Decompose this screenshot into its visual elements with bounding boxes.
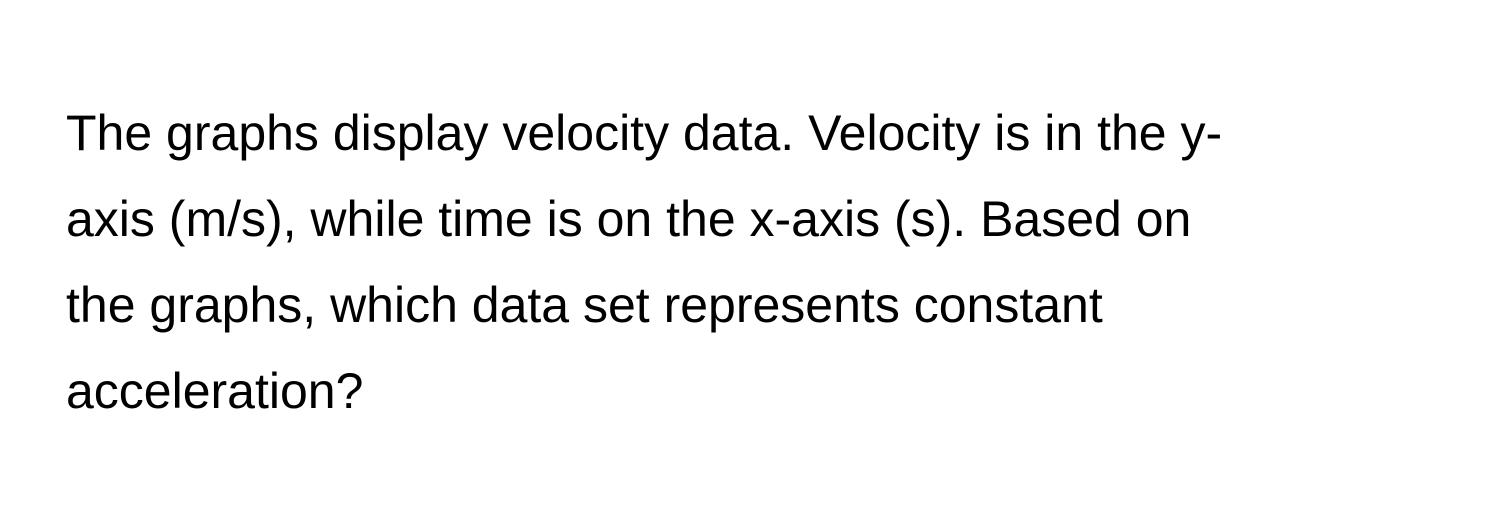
question-line-2: axis (m/s), while time is on the x-axis (s). Based on <box>66 191 1192 247</box>
question-line-4: acceleration? <box>66 363 364 419</box>
question-line-3: the graphs, which data set represents constant <box>66 277 1103 333</box>
question-text <box>66 90 1456 434</box>
question-line-1: The graphs display velocity data. Velocity is in the y- <box>66 105 1223 161</box>
